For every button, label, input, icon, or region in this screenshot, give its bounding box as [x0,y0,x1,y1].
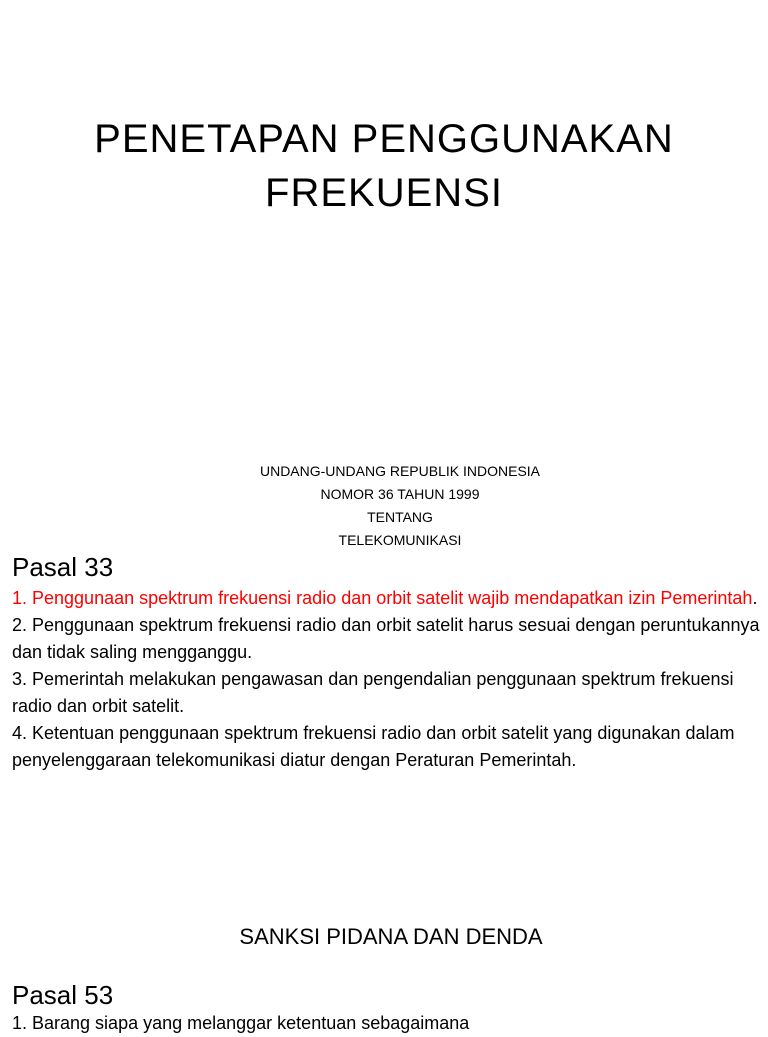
law-header-line-2: NOMOR 36 TAHUN 1999 [320,486,480,502]
law-header [0,460,768,552]
pasal-33-item-1-text: 1. Penggunaan spektrum frekuensi radio dan orbit satelit wajib mendapatkan izin Pemerintah [12,588,753,608]
law-header-line-1: UNDANG-UNDANG REPUBLIK INDONESIA [259,463,541,479]
pasal-33-item-2: 2. Penggunaan spektrum frekuensi radio dan orbit satelit harus sesuai dengan peruntukannya dan tidak saling mengganggu. [12,615,760,662]
section-title: SANKSI PIDANA DAN DENDA [239,924,543,949]
pasal-33-heading: Pasal 33 [12,552,114,582]
pasal-53-item-1-partial: 1. Barang siapa yang melanggar ketentuan sebagaimana [12,1013,470,1033]
slide-title-line-1: PENETAPAN PENGGUNAKAN [94,117,674,161]
pasal-33-item-4: 4. Ketentuan penggunaan spektrum frekuensi radio dan orbit satelit yang digunakan dalam penyelenggaraan telekomunikasi diatur dengan Peraturan Pemerintah. [12,723,735,770]
slide-title-line-2: FREKUENSI [265,171,503,215]
pasal-53-heading: Pasal 53 [12,980,114,1010]
pasal-33-item-1 [12,585,762,612]
slide-title [0,112,768,220]
law-header-line-3: TENTANG [367,509,433,525]
pasal-33-item-1-suffix: . [752,588,758,608]
pasal-33-items [12,585,762,774]
law-header-line-4: TELEKOMUNIKASI [338,532,462,548]
pasal-33-item-3: 3. Pemerintah melakukan pengawasan dan pengendalian penggunaan spektrum frekuensi radio dan orbit satelit. [12,669,734,716]
